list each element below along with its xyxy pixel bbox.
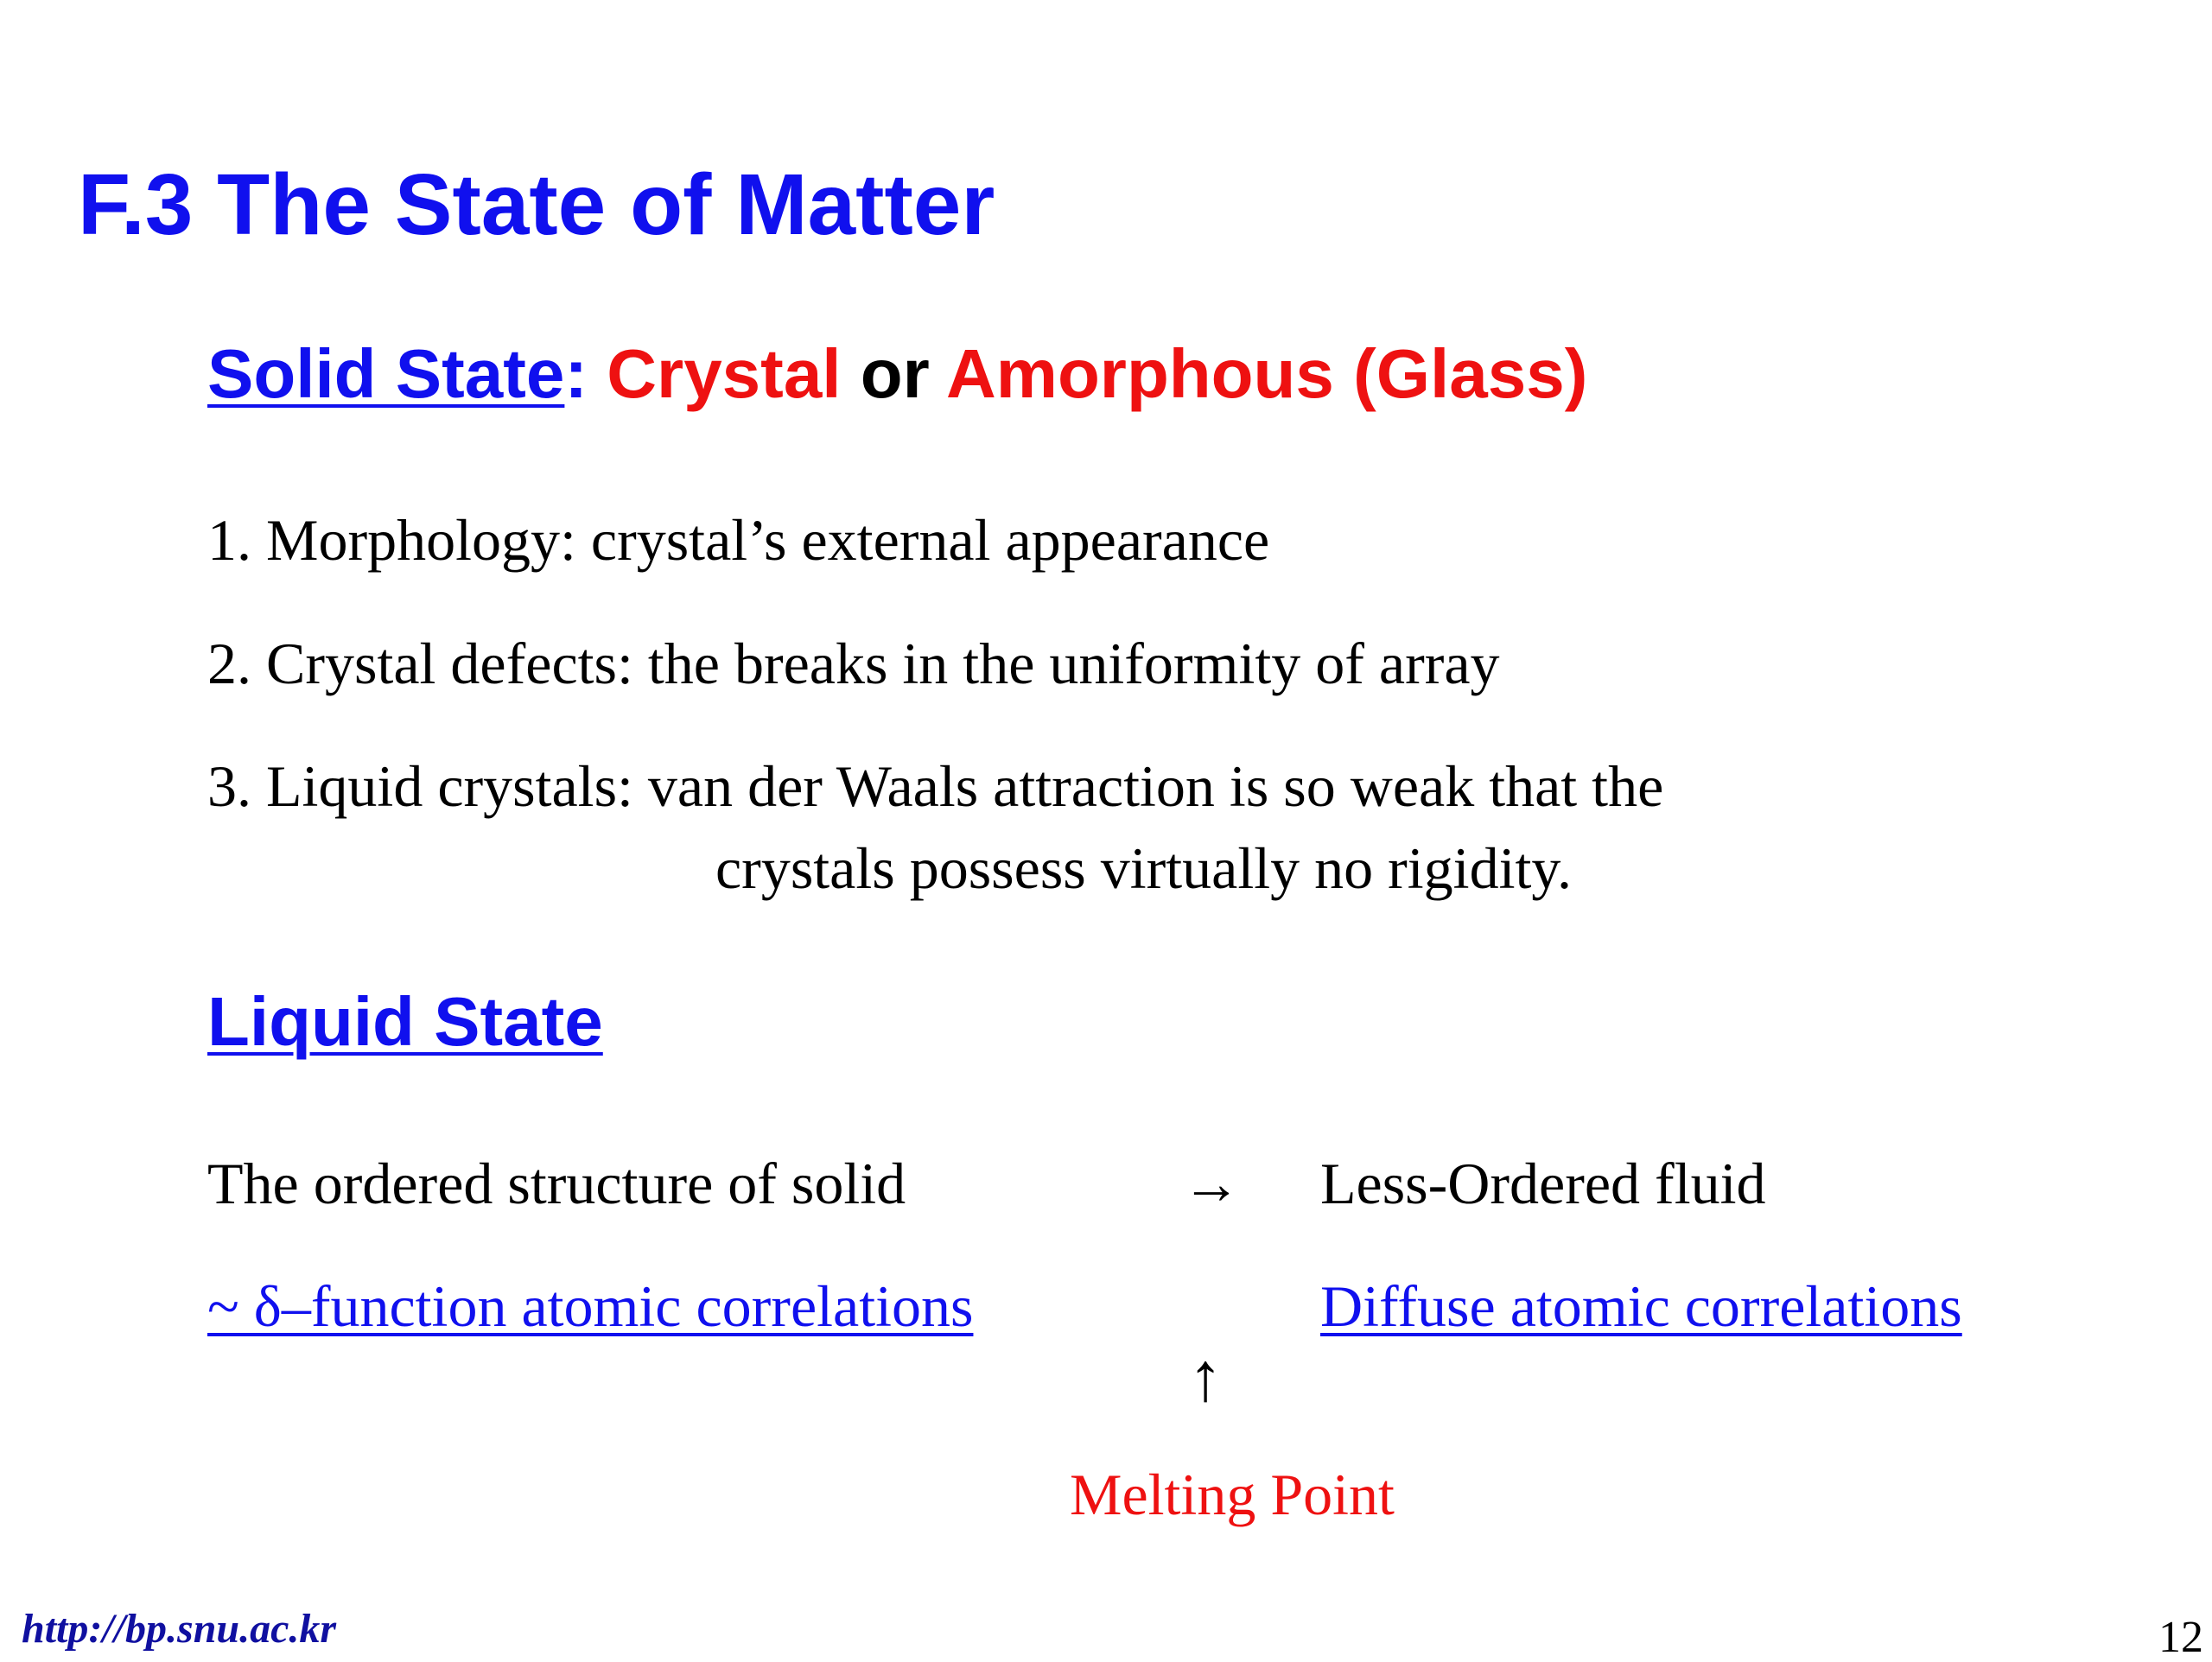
diffuse-correlations-link[interactable]: Diffuse atomic correlations — [1320, 1273, 1962, 1339]
melting-point-label: Melting Point — [1070, 1462, 1395, 1527]
solid-state-heading — [207, 335, 1587, 413]
ordered-structure-text: The ordered structure of solid — [207, 1151, 906, 1216]
heading-colon: : — [564, 335, 588, 412]
amorphous-label: Amorphous (Glass) — [946, 335, 1588, 412]
liquid-state-heading[interactable]: Liquid State — [207, 983, 603, 1060]
footer-url[interactable]: http://bp.snu.ac.kr — [22, 1606, 337, 1652]
list-item-liquid-crystals: 3. Liquid crystals: van der Waals attraction is so weak that the — [207, 753, 1664, 819]
less-ordered-fluid-text: Less-Ordered fluid — [1320, 1151, 1766, 1216]
up-arrow-icon: ↑ — [1188, 1340, 1223, 1416]
delta-function-correlations-link[interactable]: ~ δ–function atomic correlations — [207, 1273, 974, 1339]
solid-state-link[interactable]: Solid State — [207, 335, 565, 412]
or-label: or — [860, 335, 930, 412]
crystal-label: Crystal — [607, 335, 842, 412]
list-item-morphology: 1. Morphology: crystal’s external appearance — [207, 507, 1270, 573]
list-item-liquid-crystals-continuation: crystals possess virtually no rigidity. — [715, 835, 1572, 901]
slide-title: F.3 The State of Matter — [78, 156, 995, 253]
list-item-crystal-defects: 2. Crystal defects: the breaks in the uniformity of array — [207, 631, 1500, 696]
right-arrow-icon: → — [1182, 1151, 1241, 1216]
page-number: 12 — [2158, 1613, 2203, 1662]
